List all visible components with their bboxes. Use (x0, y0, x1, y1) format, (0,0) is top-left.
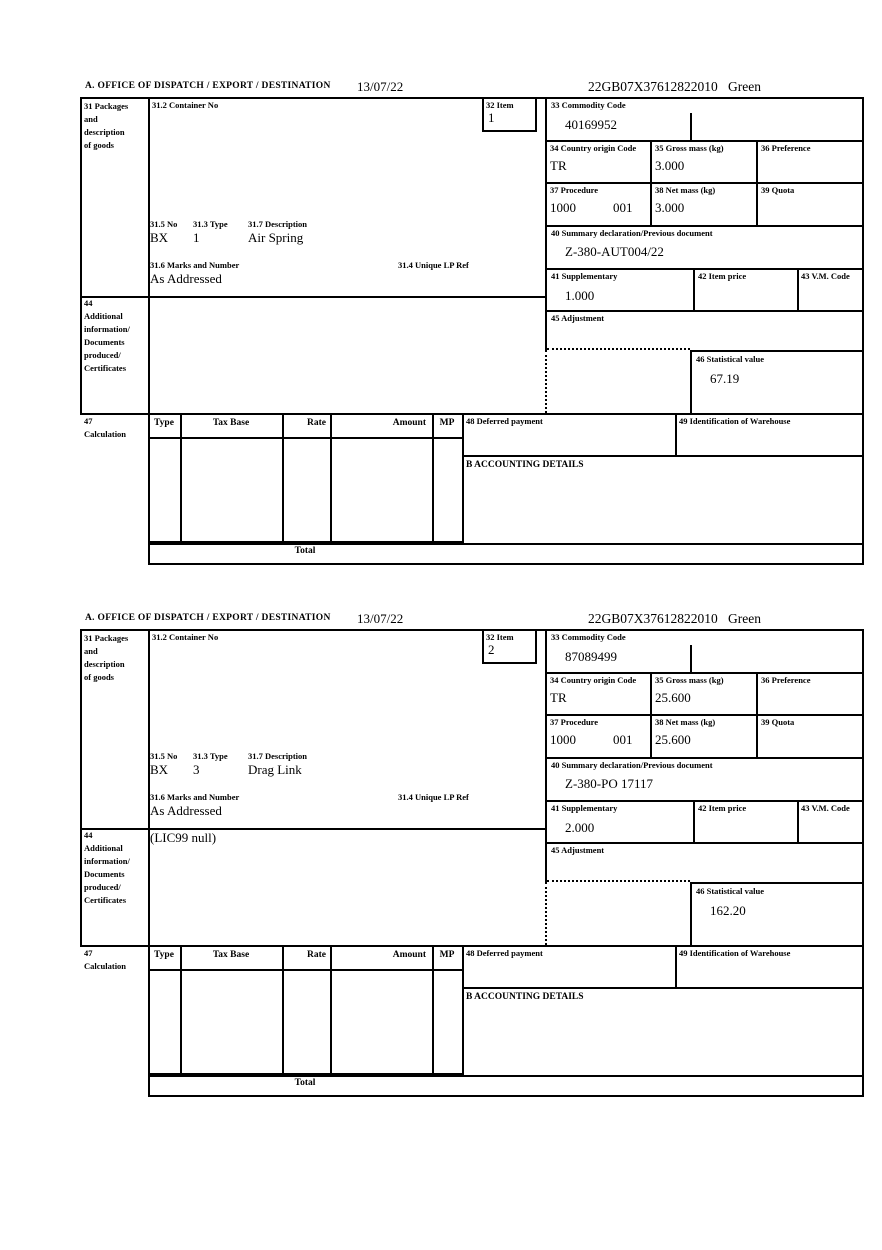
grid-line (282, 945, 284, 1075)
procedure-value: 1000 (550, 732, 576, 747)
grid-line (148, 629, 150, 1097)
grid-line (545, 310, 864, 312)
calc-col-amount: Amount (392, 418, 426, 428)
unique-lp-ref-label: 31.4 Unique LP Ref (398, 792, 469, 802)
grid-line (482, 629, 484, 664)
previous-document-value: Z-380-PO 17117 (565, 776, 653, 791)
country-origin-label: 34 Country origin Code (550, 143, 637, 153)
additional-info-label: Certificates (84, 895, 127, 905)
office-of-dispatch-label: A. OFFICE OF DISPATCH / EXPORT / DESTINATION (85, 613, 331, 623)
packages-label: description (84, 659, 125, 669)
grid-line (148, 563, 864, 565)
grid-line (862, 629, 864, 1097)
packages-label: 31 Packages (84, 101, 129, 111)
procedure-label: 37 Procedure (550, 185, 599, 195)
procedure-value-2: 001 (613, 200, 633, 215)
vm-code-label: 43 V.M. Code (801, 271, 850, 281)
package-type-value: 3 (193, 762, 200, 777)
total-label: Total (294, 1078, 316, 1088)
commodity-code-value: 87089499 (565, 649, 617, 664)
accounting-details-label: B ACCOUNTING DETAILS (466, 992, 584, 1002)
grid-line (545, 672, 864, 674)
declaration-item-section (0, 612, 882, 1112)
calc-col-mp: MP (439, 418, 455, 428)
dotted-grid-line (547, 880, 690, 882)
calc-col-tax-base: Tax Base (212, 950, 250, 960)
packages-label: of goods (84, 140, 114, 150)
grid-line (80, 296, 547, 298)
net-mass-label: 38 Net mass (kg) (655, 717, 716, 727)
grid-line (545, 757, 864, 759)
grid-line (690, 350, 692, 413)
additional-info-label: produced/ (84, 350, 121, 360)
supplementary-value: 1.000 (565, 288, 595, 303)
grid-line (282, 413, 284, 543)
calc-col-rate: Rate (307, 950, 326, 960)
additional-info-label: Additional (84, 311, 123, 321)
unique-lp-ref-label: 31.4 Unique LP Ref (398, 260, 469, 270)
routing-indicator: Green (728, 79, 761, 94)
country-origin-value: TR (550, 158, 567, 173)
routing-indicator: Green (728, 611, 761, 626)
grid-line (545, 97, 547, 350)
calc-col-tax-base: Tax Base (212, 418, 250, 428)
goods-description-value: Air Spring (248, 230, 304, 245)
grid-line (690, 882, 692, 945)
gross-mass-value: 25.600 (655, 690, 691, 705)
grid-line (80, 413, 864, 415)
grid-line (545, 714, 864, 716)
calc-col-type: Type (154, 950, 174, 960)
grid-line (462, 945, 464, 1075)
additional-info-label: produced/ (84, 882, 121, 892)
quota-label: 39 Quota (761, 185, 795, 195)
dotted-grid-line (547, 348, 690, 350)
adjustment-label: 45 Adjustment (551, 845, 605, 855)
statistical-value: 162.20 (710, 903, 746, 918)
grid-line (180, 413, 182, 543)
marks-value: As Addressed (150, 803, 222, 818)
grid-line (330, 413, 332, 543)
accounting-details-label: B ACCOUNTING DETAILS (466, 460, 584, 470)
additional-info-label: Documents (84, 337, 125, 347)
grid-line (535, 97, 537, 132)
grid-line (690, 882, 864, 884)
packages-label: and (84, 646, 98, 656)
grid-line (756, 672, 758, 759)
package-no-label: 31.5 No (150, 751, 178, 761)
calc-col-rate: Rate (307, 418, 326, 428)
office-of-dispatch-label: A. OFFICE OF DISPATCH / EXPORT / DESTINATION (85, 81, 331, 91)
grid-line (545, 629, 547, 882)
declaration-item-section (0, 80, 882, 580)
container-no-label: 31.2 Container No (152, 100, 219, 110)
adjustment-label: 45 Adjustment (551, 313, 605, 323)
deferred-payment-label: 48 Deferred payment (466, 416, 543, 426)
grid-line (482, 662, 537, 664)
goods-description-value: Drag Link (248, 762, 302, 777)
grid-line (148, 969, 464, 971)
warehouse-id-label: 49 Identification of Warehouse (679, 416, 791, 426)
grid-line (80, 97, 82, 415)
declaration-date: 13/07/22 (357, 79, 404, 94)
commodity-code-value: 40169952 (565, 117, 617, 132)
commodity-code-divider (690, 113, 692, 140)
grid-line (545, 182, 864, 184)
calc-col-mp: MP (439, 950, 455, 960)
grid-line (675, 413, 677, 457)
additional-info-label: information/ (84, 324, 130, 334)
grid-line (330, 945, 332, 1075)
goods-description-label: 31.7 Description (248, 219, 308, 229)
calc-col-type: Type (154, 418, 174, 428)
grid-line (432, 413, 434, 543)
additional-info-label: 44 (84, 830, 93, 840)
grid-line (80, 97, 864, 99)
calculation-label: 47 (84, 416, 93, 426)
deferred-payment-label: 48 Deferred payment (466, 948, 543, 958)
item-price-label: 42 Item price (698, 271, 747, 281)
item-number-label: 32 Item (486, 100, 514, 110)
gross-mass-value: 3.000 (655, 158, 685, 173)
package-no-value: BX (150, 230, 169, 245)
grid-line (432, 945, 434, 1075)
grid-line (462, 455, 864, 457)
procedure-label: 37 Procedure (550, 717, 599, 727)
additional-info-value: (LIC99 null) (150, 830, 217, 845)
supplementary-label: 41 Supplementary (551, 803, 618, 813)
gross-mass-label: 35 Gross mass (kg) (655, 675, 724, 685)
dotted-grid-line (545, 882, 547, 945)
grid-line (482, 130, 537, 132)
grid-line (545, 842, 864, 844)
previous-document-label: 40 Summary declaration/Previous document (551, 228, 713, 238)
grid-line (148, 97, 150, 565)
total-label: Total (294, 546, 316, 556)
grid-line (148, 1095, 864, 1097)
preference-label: 36 Preference (761, 143, 811, 153)
item-price-label: 42 Item price (698, 803, 747, 813)
grid-line (693, 268, 695, 312)
container-no-label: 31.2 Container No (152, 632, 219, 642)
commodity-code-label: 33 Commodity Code (551, 632, 626, 642)
declaration-reference: 22GB07X37612822010 (588, 611, 718, 626)
grid-line (797, 268, 799, 312)
net-mass-value: 25.600 (655, 732, 691, 747)
procedure-value-2: 001 (613, 732, 633, 747)
declaration-reference: 22GB07X37612822010 (588, 79, 718, 94)
packages-label: and (84, 114, 98, 124)
package-no-value: BX (150, 762, 169, 777)
calculation-label: Calculation (84, 961, 127, 971)
packages-label: description (84, 127, 125, 137)
previous-document-value: Z-380-AUT004/22 (565, 244, 664, 259)
calculation-label: Calculation (84, 429, 127, 439)
grid-line (148, 437, 464, 439)
packages-label: 31 Packages (84, 633, 129, 643)
grid-line (545, 225, 864, 227)
warehouse-id-label: 49 Identification of Warehouse (679, 948, 791, 958)
package-type-value: 1 (193, 230, 200, 245)
grid-line (756, 140, 758, 227)
grid-line (797, 800, 799, 844)
additional-info-label: Documents (84, 869, 125, 879)
grid-line (80, 629, 864, 631)
quota-label: 39 Quota (761, 717, 795, 727)
statistical-value-label: 46 Statistical value (696, 354, 764, 364)
grid-line (693, 800, 695, 844)
supplementary-label: 41 Supplementary (551, 271, 618, 281)
marks-value: As Addressed (150, 271, 222, 286)
item-number-value: 2 (488, 642, 495, 657)
grid-line (650, 672, 652, 759)
grid-line (545, 140, 864, 142)
item-number-value: 1 (488, 110, 495, 125)
gross-mass-label: 35 Gross mass (kg) (655, 143, 724, 153)
grid-line (675, 945, 677, 989)
marks-label: 31.6 Marks and Number (150, 260, 240, 270)
additional-info-label: Certificates (84, 363, 127, 373)
grid-line (148, 543, 864, 545)
commodity-code-divider (690, 645, 692, 672)
package-no-label: 31.5 No (150, 219, 178, 229)
additional-info-label: 44 (84, 298, 93, 308)
grid-line (545, 268, 864, 270)
item-number-label: 32 Item (486, 632, 514, 642)
declaration-date: 13/07/22 (357, 611, 404, 626)
grid-line (462, 987, 864, 989)
additional-info-label: Additional (84, 843, 123, 853)
grid-line (462, 413, 464, 543)
commodity-code-label: 33 Commodity Code (551, 100, 626, 110)
package-type-label: 31.3 Type (193, 751, 228, 761)
additional-info-label: information/ (84, 856, 130, 866)
grid-line (180, 945, 182, 1075)
dotted-grid-line (545, 350, 547, 413)
marks-label: 31.6 Marks and Number (150, 792, 240, 802)
grid-line (148, 1075, 864, 1077)
grid-line (545, 800, 864, 802)
grid-line (80, 945, 864, 947)
preference-label: 36 Preference (761, 675, 811, 685)
net-mass-value: 3.000 (655, 200, 685, 215)
vm-code-label: 43 V.M. Code (801, 803, 850, 813)
package-type-label: 31.3 Type (193, 219, 228, 229)
calc-col-amount: Amount (392, 950, 426, 960)
grid-line (535, 629, 537, 664)
country-origin-value: TR (550, 690, 567, 705)
grid-line (862, 97, 864, 565)
grid-line (80, 629, 82, 947)
net-mass-label: 38 Net mass (kg) (655, 185, 716, 195)
packages-label: of goods (84, 672, 114, 682)
previous-document-label: 40 Summary declaration/Previous document (551, 760, 713, 770)
statistical-value: 67.19 (710, 371, 740, 386)
procedure-value: 1000 (550, 200, 576, 215)
calculation-label: 47 (84, 948, 93, 958)
country-origin-label: 34 Country origin Code (550, 675, 637, 685)
grid-line (650, 140, 652, 227)
statistical-value-label: 46 Statistical value (696, 886, 764, 896)
supplementary-value: 2.000 (565, 820, 595, 835)
grid-line (482, 97, 484, 132)
grid-line (690, 350, 864, 352)
goods-description-label: 31.7 Description (248, 751, 308, 761)
